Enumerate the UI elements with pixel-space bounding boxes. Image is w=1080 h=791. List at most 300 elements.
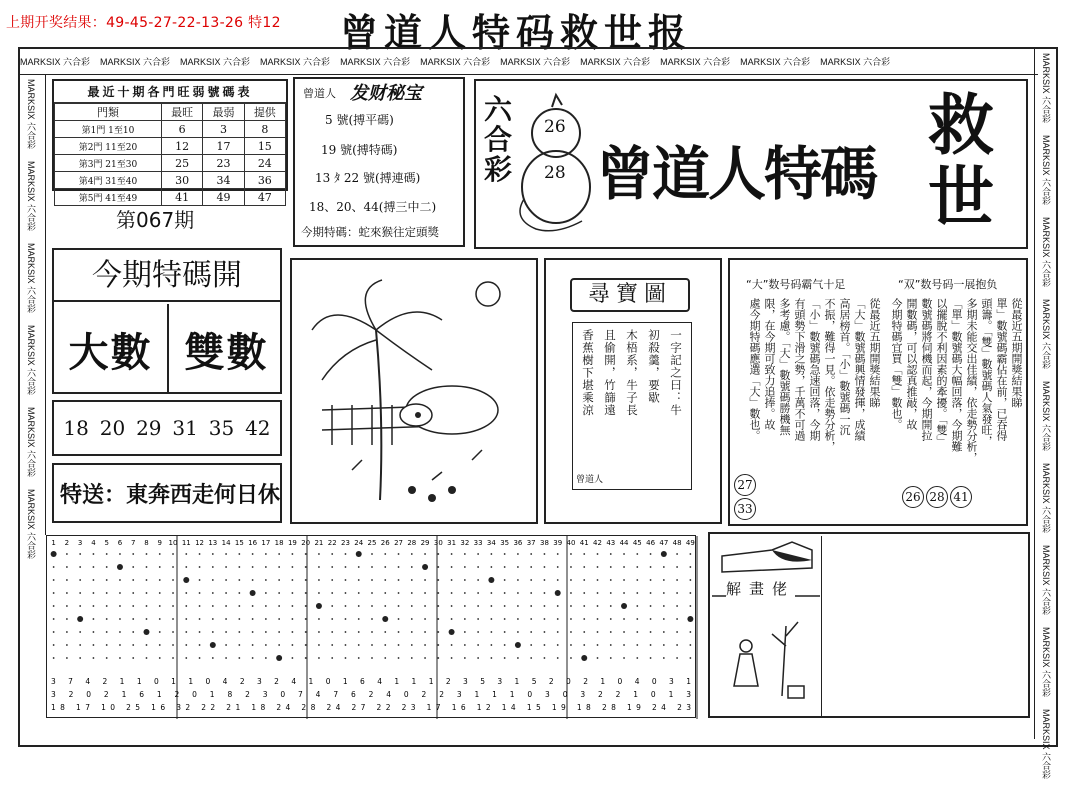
article-left-text (736, 298, 882, 512)
grid-dot (689, 579, 691, 581)
article-circles-left (734, 474, 756, 520)
grid-dot (199, 579, 201, 581)
grid-dot (53, 657, 55, 659)
grid-dot (278, 644, 280, 646)
tip-line: 5 號(搏平碼) (325, 113, 394, 127)
grid-dot (66, 553, 68, 555)
grid-dot (530, 644, 532, 646)
brand-label: MARKSIX 六合彩 (1041, 627, 1051, 698)
grid-dot (318, 592, 320, 594)
grid-dot (544, 566, 546, 568)
brand-strip-top (20, 49, 1038, 75)
grid-dot (66, 605, 68, 607)
grid-dot (382, 616, 388, 622)
grid-dot (570, 644, 572, 646)
grid-dot (106, 618, 108, 620)
grid-dot (345, 579, 347, 581)
grid-dot (464, 631, 466, 633)
grid-dot (650, 579, 652, 581)
gourd-number: 26 (544, 117, 566, 137)
grid-dot (305, 644, 307, 646)
grid-dot (676, 592, 678, 594)
grid-dot (544, 592, 546, 594)
grid-dot (597, 631, 599, 633)
article-line: 以擺脫不利因素的牽擾。「雙」 (935, 298, 948, 447)
brand-label: MARKSIX 六合彩 (1041, 545, 1051, 616)
article-circle-number: 27 (734, 474, 756, 496)
grid-dot (610, 579, 612, 581)
grid-dot (106, 592, 108, 594)
grid-column-number: 21 (314, 539, 324, 547)
grid-dot (252, 553, 254, 555)
grid-dot (464, 644, 466, 646)
grid-dot (490, 553, 492, 555)
grid-dot (437, 631, 439, 633)
grid-dot (358, 592, 360, 594)
grid-column-number: 47 (659, 539, 669, 547)
grid-column-number: 27 (394, 539, 403, 547)
grid-dot (53, 605, 55, 607)
grid-dot (555, 590, 561, 596)
stats-cell: 3 (203, 121, 244, 138)
brand-label: MARKSIX 六合彩 (1041, 135, 1051, 206)
grid-dot (305, 657, 307, 659)
grid-dot (517, 605, 519, 607)
grid-dot (345, 618, 347, 620)
grid-dot (437, 566, 439, 568)
grid-dot (345, 657, 347, 659)
grid-dot (636, 605, 638, 607)
grid-dot (278, 592, 280, 594)
grid-dot (398, 592, 400, 594)
stats-table-box (52, 79, 288, 204)
grid-dot (93, 605, 95, 607)
grid-dot (570, 579, 572, 581)
grid-column-number: 3 (77, 539, 83, 547)
grid-dot (252, 605, 254, 607)
grid-dot (490, 618, 492, 620)
grid-dot (199, 644, 201, 646)
grid-dot (636, 618, 638, 620)
grid-dot (265, 553, 267, 555)
grid-dot (265, 618, 267, 620)
grid-dot (93, 553, 95, 555)
grid-dot (597, 644, 599, 646)
article-right-text (888, 298, 1024, 512)
stats-cell: 第1門 1至10 (55, 121, 162, 138)
grid-dot (79, 644, 81, 646)
grid-dot (292, 644, 294, 646)
grid-dot (212, 592, 214, 594)
banner-save: 救世 (928, 86, 994, 236)
grid-dot (345, 592, 347, 594)
grid-bottom-row: 3 7 4 2 1 1 0 1 1 0 4 2 3 2 4 1 0 1 6 4 1 1 1 2 3 5 3 1 5 2 0 2 1 0 4 0 3 1 (51, 677, 691, 686)
grid-dot (250, 590, 256, 596)
stats-cell: 第5門 41至49 (55, 189, 162, 206)
grid-dot (464, 553, 466, 555)
grid-dot (451, 657, 453, 659)
grid-dot (583, 631, 585, 633)
grid-dot (276, 655, 282, 661)
grid-dot (689, 644, 691, 646)
grid-dot (318, 657, 320, 659)
grid-dot (146, 553, 148, 555)
grid-dot (77, 616, 83, 622)
grid-dot (199, 553, 201, 555)
grid-dot (437, 579, 439, 581)
grid-dot (384, 579, 386, 581)
grid-dot (172, 644, 174, 646)
treasure-note: 曾道人 (576, 475, 604, 485)
grid-dot (305, 553, 307, 555)
grid-dot (676, 657, 678, 659)
grid-dot (610, 592, 612, 594)
grid-dot (292, 618, 294, 620)
stats-cell: 24 (244, 155, 285, 172)
stats-cell: 34 (203, 172, 244, 189)
brand-label: MARKSIX 六合彩 (260, 57, 331, 67)
grid-dot (185, 618, 187, 620)
grid-dot (132, 566, 134, 568)
article-line: 限，在今期可致力追捧。故 (763, 298, 776, 430)
brand-label: MARKSIX 六合彩 (500, 57, 571, 67)
grid-dot (398, 644, 400, 646)
grid-dot (597, 592, 599, 594)
grid-dot (106, 566, 108, 568)
grid-dot (292, 605, 294, 607)
article-line: 「單」數號碼大幅回落，今期難 (950, 298, 963, 452)
grid-dot (172, 566, 174, 568)
stats-cell: 第3門 21至30 (55, 155, 162, 172)
grid-dot (610, 644, 612, 646)
grid-dot (345, 553, 347, 555)
grid-dot (252, 657, 254, 659)
brand-label: MARKSIX 六合彩 (1041, 217, 1051, 288)
tips-special: 今期特碼：蛇來猴往定頭獎 (301, 225, 439, 239)
grid-dot (119, 592, 121, 594)
stats-cell: 12 (161, 138, 202, 155)
grid-dot (252, 566, 254, 568)
grid-dot (530, 618, 532, 620)
grid-dot (265, 592, 267, 594)
grid-dot (504, 631, 506, 633)
grid-dot (265, 605, 267, 607)
lottery-name: 六合彩 (484, 93, 513, 186)
grid-dot (477, 631, 479, 633)
grid-dot (398, 618, 400, 620)
grid-dot (570, 553, 572, 555)
grid-dot (132, 605, 134, 607)
grid-dot (106, 631, 108, 633)
grid-dot (449, 629, 455, 635)
grid-dot (490, 566, 492, 568)
illustration-panel (290, 258, 538, 524)
grid-column-number: 19 (287, 539, 297, 547)
tips-box (293, 77, 465, 247)
grid-dot (305, 579, 307, 581)
grid-dot (437, 592, 439, 594)
grid-dot (53, 631, 55, 633)
article-line: 處今期特碼應選「大」數也。 (748, 298, 761, 441)
brand-label: MARKSIX 六合彩 (20, 57, 91, 67)
grid-dot (490, 657, 492, 659)
grid-dot (623, 644, 625, 646)
grid-column-number: 33 (473, 539, 483, 547)
grid-dot (212, 618, 214, 620)
grid-dot (225, 605, 227, 607)
grid-dot (79, 631, 81, 633)
grid-column-number: 1 (51, 539, 56, 547)
grid-dot (185, 631, 187, 633)
grid-dot (371, 644, 373, 646)
grid-dot (424, 618, 426, 620)
grid-column-number: 4 (91, 539, 96, 547)
grid-dot (292, 553, 294, 555)
grid-dot (119, 631, 121, 633)
grid-dot (384, 657, 386, 659)
article-panel (728, 258, 1028, 526)
grid-dot (146, 605, 148, 607)
article-line: 有頭勢下滑之勢，千萬不可過 (793, 298, 806, 441)
grid-dot (597, 618, 599, 620)
grid-dot (238, 553, 240, 555)
grid-dot (79, 566, 81, 568)
grid-dot (477, 605, 479, 607)
grid-dot (504, 579, 506, 581)
grid-dot (530, 631, 532, 633)
lucky-number: 35 (208, 416, 235, 440)
article-circle-number: 41 (950, 486, 972, 508)
stats-row (55, 138, 286, 155)
lucky-number: 18 (63, 416, 89, 440)
grid-dot (504, 553, 506, 555)
grid-dot (371, 592, 373, 594)
article-line: 多考慮。「大」數號碼勝機無 (778, 298, 791, 436)
grid-dot (411, 553, 413, 555)
grid-dot (530, 566, 532, 568)
grid-dot (663, 618, 665, 620)
grid-dot (159, 566, 161, 568)
grid-dot (172, 631, 174, 633)
grid-dot (544, 553, 546, 555)
banana-ox-illustration (292, 260, 536, 522)
grid-dot (623, 618, 625, 620)
grid-dot (464, 605, 466, 607)
grid-dot (689, 605, 691, 607)
tip-line: 19 號(搏特碼) (321, 143, 398, 157)
grid-dot (636, 657, 638, 659)
brand-label: MARKSIX 六合彩 (1041, 299, 1051, 370)
grid-column-number: 28 (407, 539, 417, 547)
grid-dot (689, 566, 691, 568)
grid-dot (93, 592, 95, 594)
grid-dot (504, 592, 506, 594)
grid-dot (437, 644, 439, 646)
number-row (52, 400, 282, 456)
grid-dot (146, 618, 148, 620)
grid-dot (318, 631, 320, 633)
grid-dot (53, 644, 55, 646)
stats-cell: 8 (244, 121, 285, 138)
grid-dot (517, 631, 519, 633)
grid-column-number: 16 (248, 539, 258, 547)
article-line: 從最近五期開獎結果睇 (868, 298, 881, 408)
grid-dot (371, 657, 373, 659)
grid-dot (663, 657, 665, 659)
grid-dot (79, 553, 81, 555)
grid-dot (66, 631, 68, 633)
grid-dot (570, 605, 572, 607)
grid-dot (66, 566, 68, 568)
grid-column-number: 46 (646, 539, 656, 547)
grid-dot (265, 631, 267, 633)
even-number-label: 雙數 (184, 328, 269, 376)
stats-cell: 47 (244, 189, 285, 206)
grid-dot (610, 553, 612, 555)
grid-dot (689, 553, 691, 555)
grid-dot (132, 553, 134, 555)
grid-dot (371, 605, 373, 607)
grid-dot (557, 553, 559, 555)
grid-dot (583, 579, 585, 581)
grid-dot (305, 592, 307, 594)
grid-dot (663, 644, 665, 646)
open-box-title: 今期特碼開 (54, 250, 280, 302)
grid-dot (358, 579, 360, 581)
grid-dot (225, 644, 227, 646)
article-circle-number: 33 (734, 498, 756, 520)
stats-header-cell: 提供 (244, 104, 285, 121)
grid-dot (437, 657, 439, 659)
lucky-number: 20 (99, 416, 126, 440)
poem-line: 一字記之曰：牛 (669, 329, 683, 417)
article-line: 單」數號碼霸佔在前，已吞得 (995, 298, 1008, 441)
grid-dot (676, 553, 678, 555)
stats-table (54, 103, 286, 206)
grid-dot (159, 618, 161, 620)
grid-dot (437, 618, 439, 620)
grid-column-number: 8 (144, 539, 149, 547)
grid-dot (504, 566, 506, 568)
brand-strip-right (1034, 49, 1058, 780)
stats-cell: 36 (244, 172, 285, 189)
grid-dot (610, 618, 612, 620)
grid-dot (185, 592, 187, 594)
article-line: 頭籌。「雙」數號碼人氣發旺， (980, 298, 993, 447)
grid-dot (199, 605, 201, 607)
riddle-picture (712, 536, 822, 718)
grid-dot (384, 553, 386, 555)
grid-dot (119, 553, 121, 555)
article-circles-right (902, 486, 972, 508)
grid-dot (278, 631, 280, 633)
article-line: 高居榜首。「小」數號碼一沉 (838, 298, 851, 436)
grid-dot (557, 579, 559, 581)
grid-dot (106, 605, 108, 607)
grid-column-number: 38 (539, 539, 549, 547)
grid-dot (146, 566, 148, 568)
grid-dot (119, 605, 121, 607)
brand-label: MARKSIX 六合彩 (26, 161, 36, 232)
grid-dot (398, 657, 400, 659)
stats-cell: 23 (203, 155, 244, 172)
grid-dot (159, 657, 161, 659)
grid-dot (424, 579, 426, 581)
grid-dot (610, 631, 612, 633)
grid-dot (424, 631, 426, 633)
grid-dot (570, 592, 572, 594)
grid-dot (398, 631, 400, 633)
grid-dot (292, 657, 294, 659)
grid-dot (544, 657, 546, 659)
grid-dot (517, 579, 519, 581)
grid-dot (490, 644, 492, 646)
grid-dot (464, 592, 466, 594)
grid-dot (159, 592, 161, 594)
stats-cell: 17 (203, 138, 244, 155)
grid-dot (172, 605, 174, 607)
grid-dot (663, 631, 665, 633)
grid-dot (583, 553, 585, 555)
grid-dot (66, 592, 68, 594)
grid-dot (636, 553, 638, 555)
grid-dot (331, 579, 333, 581)
grid-dot (517, 566, 519, 568)
grid-dot (464, 566, 466, 568)
grid-column-number: 15 (234, 539, 244, 547)
grid-dot (636, 566, 638, 568)
grid-dot (212, 605, 214, 607)
grid-dot (597, 579, 599, 581)
grid-dot (544, 644, 546, 646)
grid-dot (172, 592, 174, 594)
grid-dot (318, 553, 320, 555)
stats-table-title: 最近十期各門旺弱號碼表 (54, 81, 286, 103)
article-line: 從最近五期開獎結果睇 (1010, 298, 1023, 408)
grid-dot (51, 551, 57, 557)
grid-dot (345, 631, 347, 633)
open-box (52, 248, 282, 394)
grid-dot (689, 631, 691, 633)
grid-dot (570, 618, 572, 620)
grid-dot (53, 618, 55, 620)
grid-dot (384, 644, 386, 646)
grid-dot (676, 566, 678, 568)
stats-row (55, 172, 286, 189)
grid-dot (437, 553, 439, 555)
grid-column-number: 10 (168, 539, 178, 547)
brand-label: MARKSIX 六合彩 (1041, 709, 1051, 780)
grid-column-number: 39 (553, 539, 563, 547)
grid-dot (504, 605, 506, 607)
grid-dot (411, 592, 413, 594)
grid-dot (53, 566, 55, 568)
grid-dot (650, 657, 652, 659)
grid-dot (451, 592, 453, 594)
grid-dot (358, 566, 360, 568)
poem-line: 初殺羹，要歇 (647, 329, 661, 404)
article-line: 今期特碼宜買「雙」數也。 (890, 298, 903, 430)
grid-dot (689, 657, 691, 659)
grid-dot (650, 618, 652, 620)
grid-dot (610, 566, 612, 568)
stats-cell: 第2門 11至20 (55, 138, 162, 155)
grid-dot (199, 592, 201, 594)
grid-dot (265, 579, 267, 581)
grid-dot (146, 592, 148, 594)
grid-dot (570, 566, 572, 568)
grid-dot (331, 553, 333, 555)
